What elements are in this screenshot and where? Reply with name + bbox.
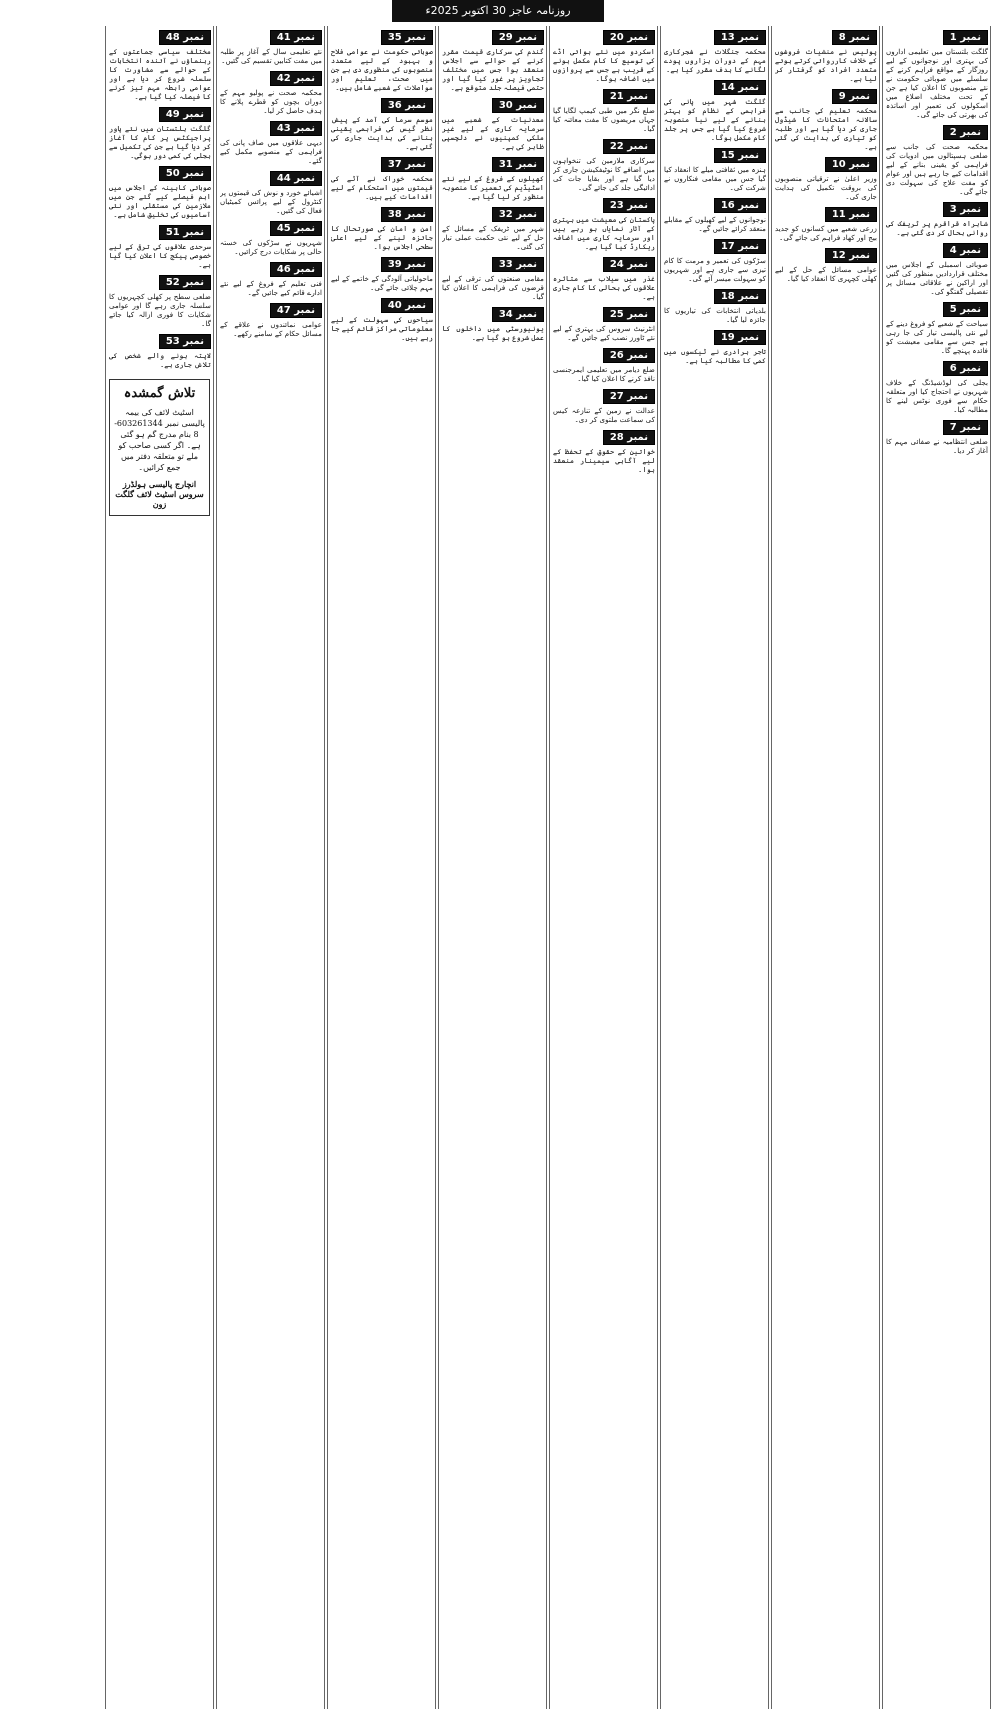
news-item [106, 103, 213, 162]
item-text: بلدیاتی انتخابات کی تیاریوں کا جائزہ لیا گیا۔ [664, 306, 766, 324]
news-item [772, 244, 879, 285]
item-text: صوبائی حکومت نے عوامی فلاح و بہبود کے لیے متعدد منصوبوں کی منظوری دی ہے جن میں صحت، تعلیم اور مواصلات کے شعبے شامل ہیں۔ [331, 47, 433, 92]
item-text: گندم کی سرکاری قیمت مقرر کرنے کے حوالے سے اجلاس منعقد ہوا جس میں مختلف تجاویز پر غور کیا گیا اور حتمی فیصلہ جلد متوقع ہے۔ [442, 47, 544, 92]
item-text: ضلعی انتظامیہ نے صفائی مہم کا آغاز کر دیا۔ [886, 437, 988, 455]
news-item [772, 203, 879, 244]
item-number-badge: نمبر 53 [159, 334, 211, 349]
item-heading [220, 303, 322, 318]
item-heading [331, 157, 433, 172]
item-text: محکمہ تعلیم کی جانب سے سالانہ امتحانات کا شیڈول جاری کر دیا گیا ہے اور طلبہ کو تیاری کی ہدایت کی گئی ہے۔ [775, 106, 877, 151]
item-number-badge: نمبر 40 [381, 298, 433, 313]
news-item [328, 153, 435, 203]
item-text: غذر میں سیلاب سے متاثرہ علاقوں کی بحالی کا کام جاری ہے۔ [553, 274, 655, 301]
item-text: ضلع نگر میں طبی کیمپ لگایا گیا جہاں مریضوں کا مفت معائنہ کیا گیا۔ [553, 106, 655, 133]
item-number-badge: نمبر 39 [381, 257, 433, 272]
news-item [661, 326, 768, 367]
news-item [439, 94, 546, 153]
news-item [439, 153, 546, 203]
item-text: پاکستان کی معیشت میں بہتری کے آثار نمایاں ہو رہے ہیں اور سرمایہ کاری میں اضافہ ریکارڈ کیا گیا ہے۔ [553, 215, 655, 251]
news-column [327, 26, 436, 1709]
news-item [439, 26, 546, 94]
item-number-badge: نمبر 20 [603, 30, 655, 45]
item-heading [553, 198, 655, 213]
item-number-badge: نمبر 14 [714, 80, 766, 95]
item-number-badge: نمبر 34 [492, 307, 544, 322]
item-heading [442, 30, 544, 45]
item-heading [664, 330, 766, 345]
item-text: گلگت بلتستان میں تعلیمی اداروں کی بہتری اور نوجوانوں کے لیے روزگار کے مواقع فراہم کرنے کے سلسلے میں صوبائی حکومت نے نئے منصوبوں کا اعلان کیا ہے جن کے تحت مختلف اضلاع میں اسکولوں کی تعمیر اور اساتذہ کی بھرتی کی جائے گی۔ [886, 47, 988, 119]
item-number-badge: نمبر 48 [159, 30, 211, 45]
news-item [106, 26, 213, 103]
news-column [882, 26, 991, 1709]
item-heading [331, 30, 433, 45]
item-number-badge: نمبر 12 [825, 248, 877, 263]
item-text: عوامی مسائل کے حل کے لیے کھلی کچہری کا انعقاد کیا گیا۔ [775, 265, 877, 283]
item-number-badge: نمبر 8 [832, 30, 877, 45]
item-text: خواتین کے حقوق کے تحفظ کے لیے آگاہی سیمینار منعقد ہوا۔ [553, 447, 655, 474]
news-item [550, 344, 657, 385]
item-heading [775, 89, 877, 104]
item-number-badge: نمبر 49 [159, 107, 211, 122]
item-text: ماحولیاتی آلودگی کے خاتمے کے لیے مہم چلائی جائے گی۔ [331, 274, 433, 292]
news-item [217, 117, 324, 167]
news-item [883, 26, 990, 121]
item-number-badge: نمبر 47 [270, 303, 322, 318]
item-text: لاپتہ ہونے والے شخص کی تلاش جاری ہے۔ [109, 351, 211, 369]
news-item [217, 67, 324, 117]
news-item [550, 194, 657, 253]
news-item [550, 26, 657, 85]
news-item [550, 85, 657, 135]
news-item [772, 26, 879, 85]
page-header: روزنامہ عاجز 30 اکتوبر 2025ء [392, 0, 604, 22]
news-item [106, 330, 213, 371]
item-heading [886, 420, 988, 435]
item-text: معدنیات کے شعبے میں سرمایہ کاری کے لیے غیر ملکی کمپنیوں نے دلچسپی ظاہر کی ہے۔ [442, 115, 544, 151]
news-item [661, 144, 768, 194]
notice-signature: انچارج پالیسی ہولڈرز سروس اسٹیٹ لائف گلگت زون [115, 479, 204, 509]
news-item [439, 303, 546, 344]
item-text: محکمہ صحت کی جانب سے ضلعی ہسپتالوں میں ادویات کی فراہمی کو یقینی بنانے کے لیے اقدامات کیے جا رہے ہیں اور عوام کو مفت علاج کی سہولت دی جائے گی۔ [886, 142, 988, 196]
item-heading [442, 157, 544, 172]
item-heading [442, 257, 544, 272]
news-item [883, 239, 990, 298]
item-text: مقامی صنعتوں کی ترقی کے لیے قرضوں کی فراہمی کا اعلان کیا گیا۔ [442, 274, 544, 301]
item-number-badge: نمبر 1 [943, 30, 988, 45]
news-item [328, 94, 435, 153]
item-number-badge: نمبر 43 [270, 121, 322, 136]
news-item [550, 385, 657, 426]
item-heading [553, 348, 655, 363]
item-number-badge: نمبر 28 [603, 430, 655, 445]
item-heading [664, 239, 766, 254]
news-item [106, 162, 213, 221]
item-number-badge: نمبر 51 [159, 225, 211, 240]
item-text: سرکاری ملازمین کی تنخواہوں میں اضافے کا نوٹیفکیشن جاری کر دیا گیا ہے اور بقایا جات کی ادائیگی جلد کی جائے گی۔ [553, 156, 655, 192]
item-heading [553, 307, 655, 322]
item-heading [220, 71, 322, 86]
item-text: پولیس نے منشیات فروشوں کے خلاف کارروائی کرتے ہوئے متعدد افراد کو گرفتار کر لیا ہے۔ [775, 47, 877, 83]
news-column [438, 26, 547, 1709]
item-text: سڑکوں کی تعمیر و مرمت کا کام تیزی سے جاری ہے اور شہریوں کو سہولت میسر آئے گی۔ [664, 256, 766, 283]
item-text: انٹرنیٹ سروس کی بہتری کے لیے نئے ٹاورز نصب کیے جائیں گے۔ [553, 324, 655, 342]
item-text: صوبائی اسمبلی کے اجلاس میں مختلف قراردادیں منظور کی گئیں اور اراکین نے علاقائی مسائل پر تفصیلی گفتگو کی۔ [886, 260, 988, 296]
item-text: ضلع دیامر میں تعلیمی ایمرجنسی نافذ کرنے کا اعلان کیا گیا۔ [553, 365, 655, 383]
news-column [216, 26, 325, 1709]
item-heading [220, 121, 322, 136]
item-heading [442, 307, 544, 322]
item-number-badge: نمبر 9 [832, 89, 877, 104]
item-number-badge: نمبر 15 [714, 148, 766, 163]
news-item [439, 203, 546, 253]
news-item [550, 426, 657, 476]
lost-policy-notice [109, 379, 210, 516]
item-text: فنی تعلیم کے فروغ کے لیے نئے ادارے قائم کیے جائیں گے۔ [220, 279, 322, 297]
item-text: محکمہ خوراک نے آٹے کی قیمتوں میں استحکام کے لیے اقدامات کیے ہیں۔ [331, 174, 433, 201]
item-heading [109, 334, 211, 349]
item-number-badge: نمبر 33 [492, 257, 544, 272]
item-heading [664, 30, 766, 45]
item-number-badge: نمبر 52 [159, 275, 211, 290]
item-number-badge: نمبر 25 [603, 307, 655, 322]
item-text: محکمہ جنگلات نے شجرکاری مہم کے دوران ہزاروں پودے لگانے کا ہدف مقرر کیا ہے۔ [664, 47, 766, 74]
item-number-badge: نمبر 6 [943, 361, 988, 376]
item-text: نوجوانوں کے لیے کھیلوں کے مقابلے منعقد کرائے جائیں گے۔ [664, 215, 766, 233]
item-number-badge: نمبر 35 [381, 30, 433, 45]
news-item [328, 294, 435, 344]
item-number-badge: نمبر 5 [943, 302, 988, 317]
news-item [328, 253, 435, 294]
item-number-badge: نمبر 27 [603, 389, 655, 404]
item-heading [664, 198, 766, 213]
item-text: سیاحوں کی سہولت کے لیے معلوماتی مراکز قائم کیے جا رہے ہیں۔ [331, 315, 433, 342]
item-number-badge: نمبر 26 [603, 348, 655, 363]
item-number-badge: نمبر 10 [825, 157, 877, 172]
item-number-badge: نمبر 2 [943, 125, 988, 140]
item-text: ضلعی سطح پر کھلی کچہریوں کا سلسلہ جاری رہے گا اور عوامی شکایات کا فوری ازالہ کیا جائے گا۔ [109, 292, 211, 328]
news-item [217, 217, 324, 258]
item-text: عدالت نے زمین کے تنازعہ کیس کی سماعت ملتوی کر دی۔ [553, 406, 655, 424]
item-heading [220, 171, 322, 186]
item-number-badge: نمبر 31 [492, 157, 544, 172]
item-heading [664, 289, 766, 304]
news-item [550, 253, 657, 303]
item-number-badge: نمبر 45 [270, 221, 322, 236]
item-heading [553, 257, 655, 272]
item-text: عوامی نمائندوں نے علاقے کے مسائل حکام کے سامنے رکھے۔ [220, 320, 322, 338]
item-text: شہریوں نے سڑکوں کی خستہ حالی پر شکایات درج کرائیں۔ [220, 238, 322, 256]
item-number-badge: نمبر 23 [603, 198, 655, 213]
item-heading [220, 262, 322, 277]
item-heading [886, 302, 988, 317]
item-number-badge: نمبر 36 [381, 98, 433, 113]
item-text: اسکردو میں نئے ہوائی اڈے کی توسیع کا کام مکمل ہونے کے قریب ہے جس سے پروازوں میں اضافہ ہوگا۔ [553, 47, 655, 83]
item-text: شاہراہ قراقرم پر ٹریفک کی روانی بحال کر دی گئی ہے۔ [886, 219, 988, 237]
news-item [217, 258, 324, 299]
item-number-badge: نمبر 11 [825, 207, 877, 222]
item-heading [664, 80, 766, 95]
item-number-badge: نمبر 16 [714, 198, 766, 213]
item-heading [442, 207, 544, 222]
item-heading [886, 30, 988, 45]
news-item [217, 167, 324, 217]
news-item [883, 121, 990, 198]
item-number-badge: نمبر 29 [492, 30, 544, 45]
news-item [217, 26, 324, 67]
news-item [883, 416, 990, 457]
item-heading [553, 389, 655, 404]
news-item [439, 253, 546, 303]
item-heading [775, 207, 877, 222]
item-text: ہنزہ میں ثقافتی میلے کا انعقاد کیا گیا جس میں مقامی فنکاروں نے شرکت کی۔ [664, 165, 766, 192]
news-item [106, 271, 213, 330]
item-text: سیاحت کے شعبے کو فروغ دینے کے لیے نئی پالیسی تیار کی جا رہی ہے جس سے مقامی معیشت کو فائدہ پہنچے گا۔ [886, 319, 988, 355]
item-text: تاجر برادری نے ٹیکسوں میں کمی کا مطالبہ کیا ہے۔ [664, 347, 766, 365]
news-column [660, 26, 769, 1709]
news-item [883, 357, 990, 416]
item-heading [886, 202, 988, 217]
item-text: یونیورسٹی میں داخلوں کا عمل شروع ہو گیا ہے۔ [442, 324, 544, 342]
news-column [549, 26, 658, 1709]
news-column [105, 26, 214, 1709]
item-heading [886, 243, 988, 258]
item-number-badge: نمبر 46 [270, 262, 322, 277]
item-heading [331, 98, 433, 113]
item-text: وزیر اعلیٰ نے ترقیاتی منصوبوں کی بروقت تکمیل کی ہدایت جاری کی۔ [775, 174, 877, 201]
news-item [661, 76, 768, 144]
item-text: موسم سرما کی آمد کے پیش نظر گیس کی فراہمی یقینی بنانے کی ہدایت جاری کی گئی ہے۔ [331, 115, 433, 151]
item-text: دیہی علاقوں میں صاف پانی کی فراہمی کے منصوبے مکمل کیے گئے۔ [220, 138, 322, 165]
item-heading [553, 139, 655, 154]
news-item [661, 194, 768, 235]
item-heading [886, 361, 988, 376]
news-item [661, 235, 768, 285]
news-item [772, 153, 879, 203]
item-heading [109, 275, 211, 290]
item-heading [775, 248, 877, 263]
item-heading [109, 30, 211, 45]
item-text: نئے تعلیمی سال کے آغاز پر طلبہ میں مفت کتابیں تقسیم کی گئیں۔ [220, 47, 322, 65]
news-item [328, 203, 435, 253]
item-heading [553, 89, 655, 104]
item-number-badge: نمبر 30 [492, 98, 544, 113]
item-number-badge: نمبر 24 [603, 257, 655, 272]
item-heading [553, 30, 655, 45]
item-number-badge: نمبر 41 [270, 30, 322, 45]
item-number-badge: نمبر 42 [270, 71, 322, 86]
item-number-badge: نمبر 13 [714, 30, 766, 45]
item-number-badge: نمبر 38 [381, 207, 433, 222]
item-text: محکمہ صحت نے پولیو مہم کے دوران بچوں کو قطرے پلانے کا ہدف حاصل کر لیا۔ [220, 88, 322, 115]
notice-title: تلاش گمشدہ [123, 386, 196, 401]
notice-body: اسٹیٹ لائف کی بیمہ پالیسی نمبر 603261344-8 بنام مدرج گم ہو گئی ہے۔ اگر کسی صاحب کو ملے تو متعلقہ دفتر میں جمع کرائیں۔ [114, 408, 205, 472]
news-item [106, 221, 213, 271]
item-heading [220, 30, 322, 45]
item-heading [109, 107, 211, 122]
item-text: اشیائے خورد و نوش کی قیمتوں پر کنٹرول کے لیے پرائس کمیٹیاں فعال کی گئیں۔ [220, 188, 322, 215]
news-item [661, 285, 768, 326]
news-item [217, 299, 324, 340]
item-heading [331, 257, 433, 272]
item-text: مختلف سیاسی جماعتوں کے رہنماؤں نے آئندہ انتخابات کے حوالے سے مشاورت کا سلسلہ شروع کر دیا ہے اور عوامی رابطہ مہم تیز کرنے کا فیصلہ کیا گیا ہے۔ [109, 47, 211, 101]
item-text: بجلی کی لوڈشیڈنگ کے خلاف شہریوں نے احتجاج کیا اور متعلقہ حکام سے فوری نوٹس لینے کا مطالبہ کیا۔ [886, 378, 988, 414]
item-text: کھیلوں کے فروغ کے لیے نئے اسٹیڈیم کی تعمیر کا منصوبہ منظور کر لیا گیا ہے۔ [442, 174, 544, 201]
item-heading [775, 157, 877, 172]
item-number-badge: نمبر 37 [381, 157, 433, 172]
item-number-badge: نمبر 7 [943, 420, 988, 435]
item-text: صوبائی کابینہ کے اجلاس میں اہم فیصلے کیے گئے جن میں ملازمین کی مستقلی اور نئی آسامیوں کی تخلیق شامل ہے۔ [109, 183, 211, 219]
item-number-badge: نمبر 50 [159, 166, 211, 181]
news-item [883, 298, 990, 357]
item-number-badge: نمبر 4 [943, 243, 988, 258]
news-item [772, 85, 879, 153]
item-number-badge: نمبر 22 [603, 139, 655, 154]
item-number-badge: نمبر 18 [714, 289, 766, 304]
item-number-badge: نمبر 3 [943, 202, 988, 217]
item-text: گلگت شہر میں پانی کی فراہمی کے نظام کو بہتر بنانے کے لیے نیا منصوبہ شروع کیا گیا ہے جس پر جلد کام مکمل ہوگا۔ [664, 97, 766, 142]
columns [4, 26, 992, 1709]
news-item [550, 135, 657, 194]
news-item [550, 303, 657, 344]
item-text: امن و امان کی صورتحال کا جائزہ لینے کے لیے اعلیٰ سطحی اجلاس ہوا۔ [331, 224, 433, 251]
item-heading [331, 207, 433, 222]
item-heading [775, 30, 877, 45]
item-heading [886, 125, 988, 140]
item-text: شہر میں ٹریفک کے مسائل کے حل کے لیے نئی حکمت عملی تیار کی گئی۔ [442, 224, 544, 251]
item-text: سرحدی علاقوں کی ترقی کے لیے خصوصی پیکج کا اعلان کیا گیا ہے۔ [109, 242, 211, 269]
item-heading [109, 166, 211, 181]
item-heading [220, 221, 322, 236]
item-text: زرعی شعبے میں کسانوں کو جدید بیج اور کھاد فراہم کی جائے گی۔ [775, 224, 877, 242]
item-heading [553, 430, 655, 445]
news-column [771, 26, 880, 1709]
news-item [883, 198, 990, 239]
item-text: گلگت بلتستان میں نئے پاور پراجیکٹس پر کام کا آغاز کر دیا گیا ہے جن کی تکمیل سے بجلی کی کمی دور ہوگی۔ [109, 124, 211, 160]
item-heading [664, 148, 766, 163]
item-number-badge: نمبر 17 [714, 239, 766, 254]
item-number-badge: نمبر 21 [603, 89, 655, 104]
item-number-badge: نمبر 19 [714, 330, 766, 345]
item-heading [442, 98, 544, 113]
item-number-badge: نمبر 44 [270, 171, 322, 186]
item-heading [109, 225, 211, 240]
news-item [328, 26, 435, 94]
item-heading [331, 298, 433, 313]
item-number-badge: نمبر 32 [492, 207, 544, 222]
news-item [661, 26, 768, 76]
